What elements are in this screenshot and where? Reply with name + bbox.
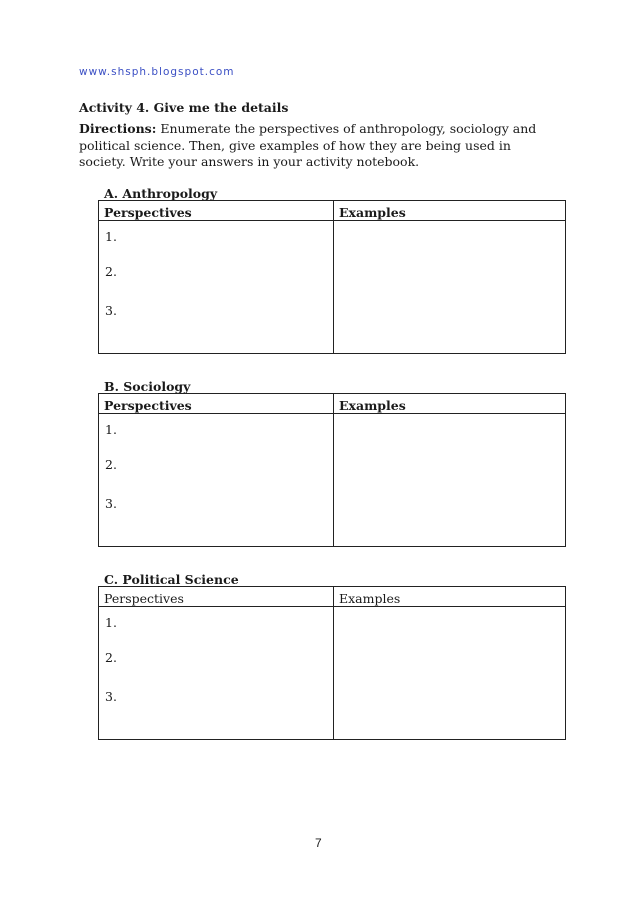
section-title-anthropology: A. Anthropology [104,186,218,201]
examples-header: Examples [339,591,401,606]
item-number-3: 3. [105,689,117,704]
perspectives-header: Perspectives [104,205,192,220]
item-number-2: 2. [105,264,117,279]
perspectives-header: Perspectives [104,398,192,413]
anthropology-table [98,200,566,354]
header-divider [99,606,565,607]
section-title-political-science: C. Political Science [104,572,239,587]
page-number: 7 [315,836,322,850]
examples-header: Examples [339,398,406,413]
directions-label: Directions: [79,121,157,136]
item-number-2: 2. [105,457,117,472]
column-divider [333,394,334,546]
perspectives-header: Perspectives [104,591,184,606]
column-divider [333,587,334,739]
directions-paragraph [79,121,551,171]
column-divider [333,201,334,353]
item-number-1: 1. [105,229,117,244]
political-science-table [98,586,566,740]
examples-header: Examples [339,205,406,220]
item-number-1: 1. [105,422,117,437]
item-number-3: 3. [105,496,117,511]
item-number-3: 3. [105,303,117,318]
website-watermark: www.shsph.blogspot.com [79,66,235,78]
sociology-table [98,393,566,547]
item-number-1: 1. [105,615,117,630]
item-number-2: 2. [105,650,117,665]
header-divider [99,220,565,221]
header-divider [99,413,565,414]
section-title-sociology: B. Sociology [104,379,191,394]
directions-text: Enumerate the perspectives of anthropology, sociology and political science. Then, give examples of how they are being used in society. Write your answers in your activity notebook. [79,121,537,169]
activity-title: Activity 4. Give me the details [79,100,289,115]
